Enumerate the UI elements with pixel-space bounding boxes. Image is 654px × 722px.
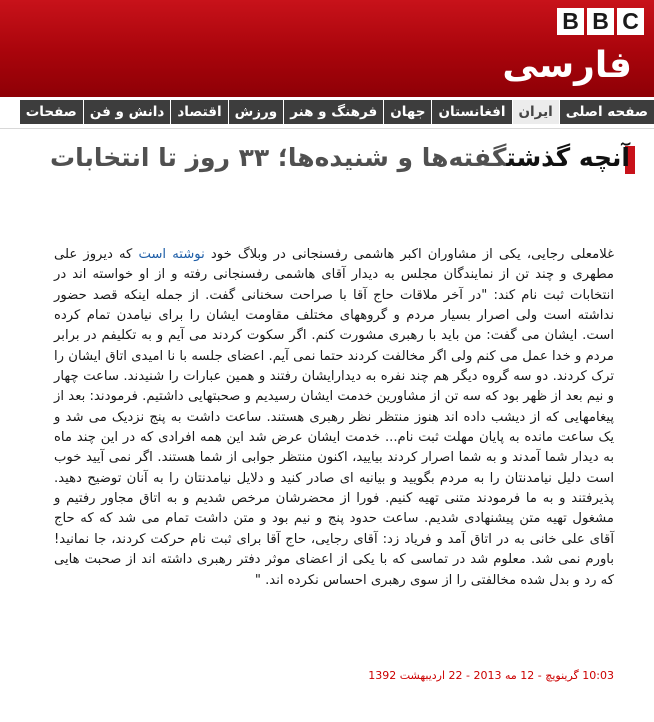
site-header xyxy=(0,0,654,97)
nav-item-iran[interactable]: ایران xyxy=(512,100,559,124)
nav-item-science-tech[interactable]: دانش و فن xyxy=(83,100,171,124)
nav-item-world[interactable]: جهان xyxy=(383,100,431,124)
article-body xyxy=(54,245,614,591)
bbc-logo-letter: B xyxy=(557,8,584,35)
article-headline xyxy=(30,140,630,176)
site-title[interactable]: فارسی xyxy=(502,45,632,86)
nav-item-home[interactable]: صفحه اصلی xyxy=(559,100,654,124)
nav-list xyxy=(0,97,654,128)
headline-title: گفته‌ها و شنیده‌ها؛ ۳۳ روز تا انتخابات xyxy=(50,143,507,172)
article-text-quote: که دیروز علی مطهری و چند تن از نمایندگان مجلس به دیدار آقای هاشمی رفسنجانی رفته و از او خواسته اند در انتخابات ثبت نام کند: "در آخر ملاقات حاج آقا با صراحت سخنانی گفت. از جمله اینکه قصد حضور نداشته است ولی اصرار بسیار مردم و گروههای مختلف مقاومت ایشان را برای نیامدن تمام کرده است. ایشان می گفت: من باید با رهبری مشورت کنم. اگر سکوت کردند می آیم و به تکلیفم در برابر مردم و خدا عمل می کنم ولی اگر مخالفت کردند حتما نمی آیم. اعضای جلسه با نا امیدی اتاق ایشان را ترک کردند. دو سه گروه دیگر هم چند نفره به دیدارایشان رفتند و همین عبارات را شنیدند. ساعت چهار و نیم بعد از ظهر بود که سه تن از مشاورین خدمت ایشان رسیدیم و صحبتهایی داشتیم. فرمودند: بعد از پیغامهایی که از دیشب داده اند هنوز منتظر نظر رهبری هستند. ساعت داشت به پنج نزدیک می شد و یک ساعت مانده به پایان مهلت ثبت نام... خدمت ایشان عرض شد این همه افرادی که در این چند ماه به دیدار شما آمدند و به شما اصرار کردند بیایید، اکنون منتظر جوابی از شما هستند. اگر نمی آیید خوب است دلیل نیامدنتان را به مردم بگویید و بیانیه ای صادر کنید و دلایل نیامدنتان را به آنان توضیح دهید. پذیرفتند و به ما فرمودند متنی تهیه کنیم. فورا از محضرشان مرخص شدیم و به اتاق مجاور رفتیم و مشغول تهیه متن پیشنهادی شدیم. ساعت حدود پنج و نیم بود و متن داشت تمام می شد که که حاج آقای علی خانی به در اتاق آمد و فریاد زد: آقای رجایی، حاج آقا برای ثبت نام حرکت کردند، جا نمانید! باورم نمی شد. معلوم شد در تماسی که با یکی از اعضای موثر دفتر رهبری داشته اند از صحبت هایی که رد و بدل شده مخالفتی را از سوی رهبری احساس نکرده اند. " xyxy=(54,247,614,588)
blog-post-link[interactable]: نوشته است xyxy=(138,247,205,262)
nav-item-economy[interactable]: اقتصاد xyxy=(170,100,227,124)
nav-item-pages[interactable]: صفحات xyxy=(19,100,83,124)
article-text-intro: غلامعلی رجایی، یکی از مشاوران اکبر هاشمی رفسنجانی در وبلاگ خود xyxy=(210,247,614,262)
nav-item-afghanistan[interactable]: افغانستان xyxy=(431,100,511,124)
nav-item-sport[interactable]: ورزش xyxy=(228,100,284,124)
bbc-logo-letter: B xyxy=(587,8,614,35)
headline-section: آنچه گذشت xyxy=(506,143,630,172)
nav-item-culture-art[interactable]: فرهنگ و هنر xyxy=(283,100,383,124)
article-timestamp: 10:03 گرینویچ - 12 مه 2013 - 22 اردیبهشت 1392 xyxy=(368,669,614,682)
bbc-logo-letter: C xyxy=(617,8,644,35)
bbc-logo[interactable] xyxy=(557,8,644,35)
main-nav xyxy=(0,97,654,129)
